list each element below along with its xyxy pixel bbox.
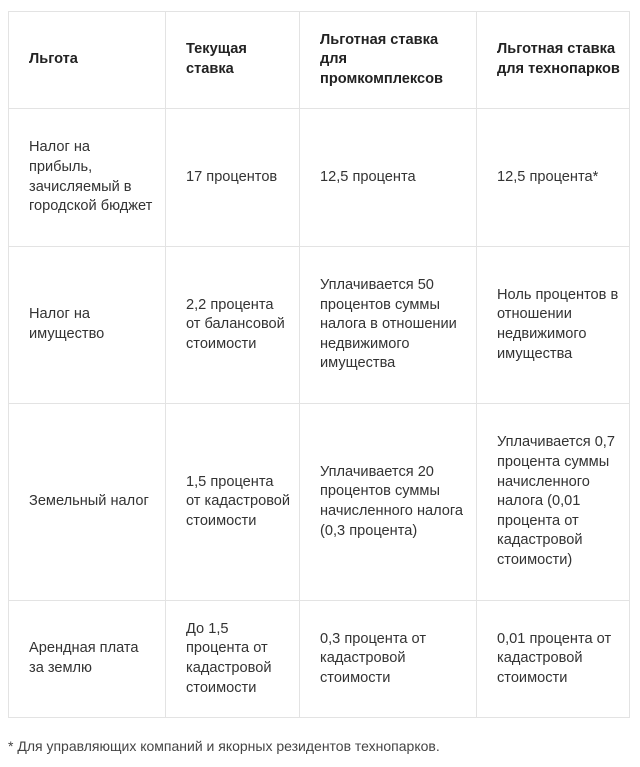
table-cell: 0,3 процента от кадастровой стоимости — [300, 601, 477, 718]
table-cell: До 1,5 процента от кадастровой стоимости — [166, 601, 300, 718]
table-header-row — [9, 12, 630, 109]
header-industrial-complex-rate: Льготная ставка для промкомплексов — [300, 12, 477, 109]
table-row — [9, 601, 630, 718]
header-benefit: Льгота — [9, 12, 166, 109]
table-cell: Земельный налог — [9, 404, 166, 601]
table-cell: Арендная плата за землю — [9, 601, 166, 718]
table-cell: Ноль процентов в отношении недвижимого имущества — [477, 247, 630, 404]
table-row — [9, 247, 630, 404]
table-cell: 12,5 процента* — [477, 109, 630, 247]
table-row — [9, 109, 630, 247]
header-current-rate: Текущая ставка — [166, 12, 300, 109]
table-cell: 2,2 процента от балансовой стоимости — [166, 247, 300, 404]
table-cell: Уплачивается 50 процентов суммы налога в отношении недвижимого имущества — [300, 247, 477, 404]
table-cell: 0,01 процента от кадастровой стоимости — [477, 601, 630, 718]
header-technopark-rate: Льготная ставка для технопарков — [477, 12, 630, 109]
table-cell: Налог на имущество — [9, 247, 166, 404]
table-cell: Налог на прибыль, зачисляемый в городской бюджет — [9, 109, 166, 247]
table-cell: Уплачивается 0,7 процента суммы начисленного налога (0,01 процента от кадастровой стоимости) — [477, 404, 630, 601]
table-cell: 12,5 процента — [300, 109, 477, 247]
table-row — [9, 404, 630, 601]
table-cell: 1,5 процента от кадастровой стоимости — [166, 404, 300, 601]
table-cell: Уплачивается 20 процентов суммы начисленного налога (0,3 процента) — [300, 404, 477, 601]
benefits-table — [8, 11, 630, 718]
footnote: * Для управляющих компаний и якорных резидентов технопарков. — [8, 738, 440, 754]
table-cell: 17 процентов — [166, 109, 300, 247]
